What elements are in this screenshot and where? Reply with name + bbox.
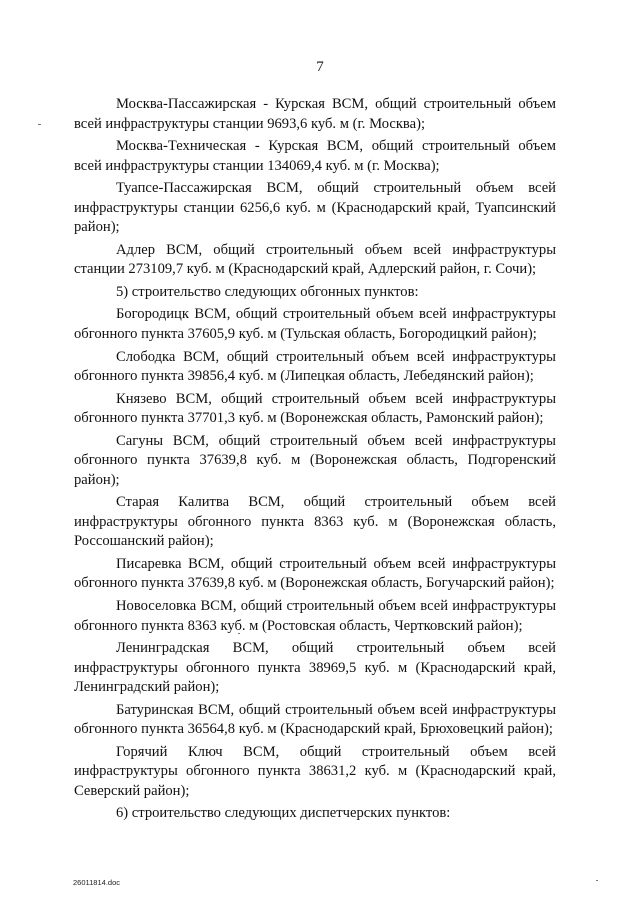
paragraph: Слободка ВСМ, общий строительный объем всей инфраструктуры обгонного пункта 39856,4 куб. м (Липецкая область, Лебедянский район);: [74, 348, 556, 385]
scan-speck: [38, 124, 41, 125]
paragraph: Ленинградская ВСМ, общий строительный объем всей инфраструктуры обгонного пункта 38969,5 куб. м (Краснодарский край, Ленинградский район);: [74, 640, 556, 696]
scan-speck: [596, 880, 598, 881]
paragraph: Старая Калитва ВСМ, общий строительный объем всей инфраструктуры обгонного пункта 8363 куб. м (Воронежская область, Россошанский район);: [74, 494, 556, 550]
document-code: 26011814.doc: [73, 878, 120, 887]
paragraph: Горячий Ключ ВСМ, общий строительный объем всей инфраструктуры обгонного пункта 38631,2 куб. м (Краснодарский край, Северский район);: [74, 743, 556, 799]
paragraph: Богородицк ВСМ, общий строительный объем всей инфраструктуры обгонного пункта 37605,9 куб. м (Тульская область, Богородицкий район);: [74, 306, 556, 342]
paragraph: Москва-Пассажирская - Курская ВСМ, общий строительный объем всей инфраструктуры станции 9693,6 куб. м (г. Москва);: [74, 96, 556, 132]
paragraph: Князево ВСМ, общий строительный объем всей инфраструктуры обгонного пункта 37701,3 куб. м (Воронежская область, Рамонский район);: [74, 390, 556, 427]
section-heading: 5) строительство следующих обгонных пунктов:: [116, 283, 419, 300]
paragraph: Батуринская ВСМ, общий строительный объем всей инфраструктуры обгонного пункта 36564,8 куб. м (Краснодарский край, Брюховецкий район);: [74, 701, 556, 738]
page-number: 7: [316, 59, 324, 75]
paragraph: Туапсе-Пассажирская ВСМ, общий строительный объем всей инфраструктуры станции 6256,6 куб. м (Краснодарский край, Туапсинский район);: [74, 180, 556, 236]
paragraph: Адлер ВСМ, общий строительный объем всей инфраструктуры станции 273109,7 куб. м (Краснодарский край, Адлерский район, г. Сочи);: [74, 241, 556, 278]
paragraph: Писаревка ВСМ, общий строительный объем всей инфраструктуры обгонного пункта 37639,8 куб. м (Воронежская область, Богучарский район);: [74, 555, 556, 592]
document-body: [74, 95, 556, 824]
paragraph: Сагуны ВСМ, общий строительный объем всей инфраструктуры обгонного пункта 37639,8 куб. м (Воронежская область, Подгоренский район);: [74, 432, 556, 488]
paragraph: Москва-Техническая - Курская ВСМ, общий строительный объем всей инфраструктуры станции 134069,4 куб. м (г. Москва);: [74, 138, 556, 174]
paragraph: Новоселовка ВСМ, общий строительный объем всей инфраструктуры обгонного пункта 8363 куб. м (Ростовская область, Чертковский район);: [74, 598, 556, 634]
section-heading: 6) строительство следующих диспетчерских пунктов:: [116, 805, 451, 822]
